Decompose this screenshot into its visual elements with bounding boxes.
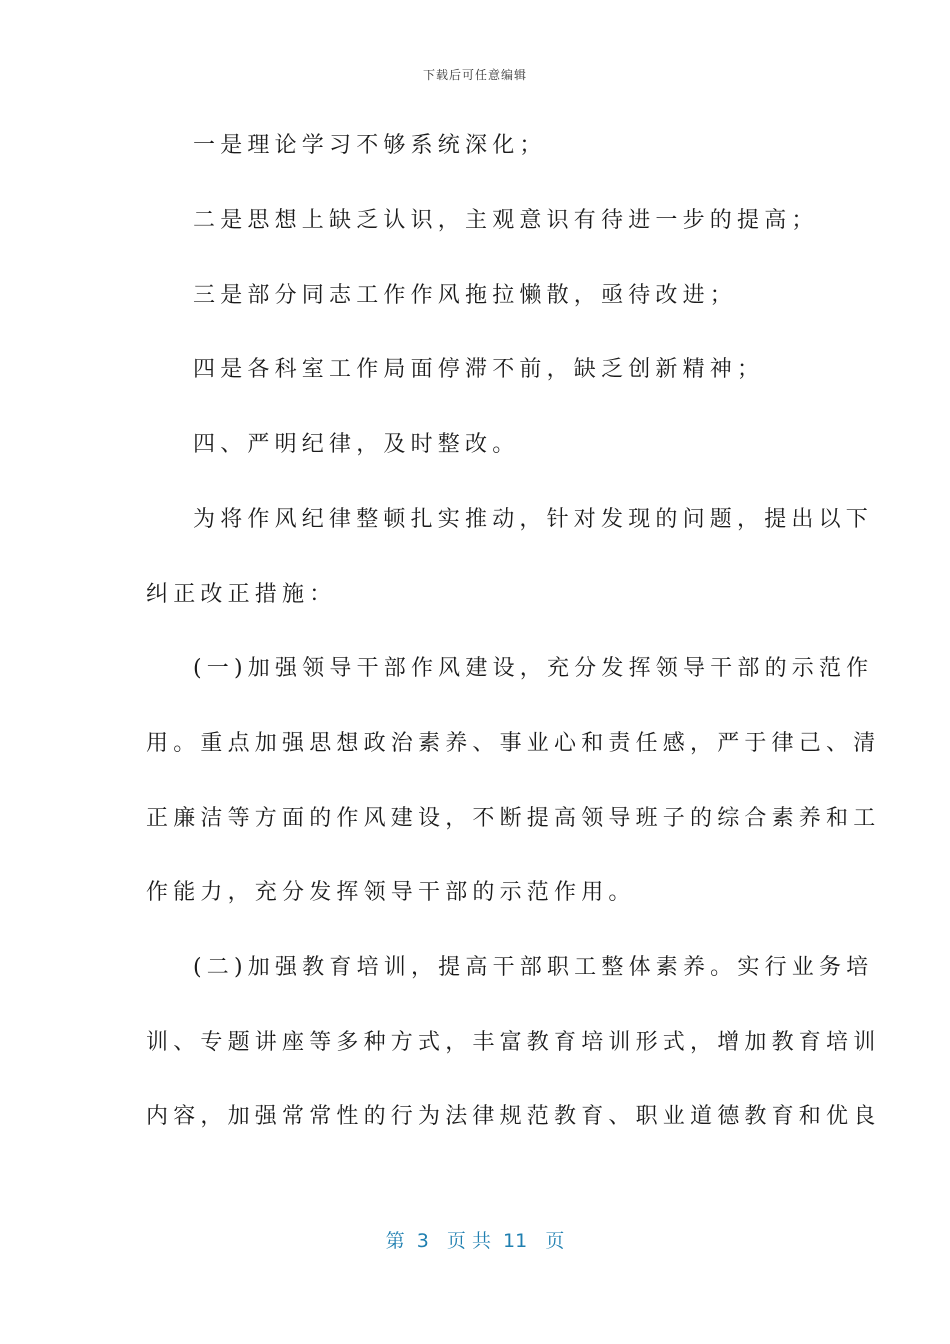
- section-heading: 四、严明纪律，及时整改。: [193, 432, 520, 457]
- paragraph-line: 内容，加强常常性的行为法律规范教育、职业道德教育和优良: [146, 1104, 881, 1129]
- page-number-footer: 第 3 页 共 11 页: [385, 1230, 565, 1252]
- paragraph-line: 纠正改正措施：: [146, 582, 337, 607]
- paragraph-line: 二是思想上缺乏认识，主观意识有待进一步的提高；: [193, 208, 819, 233]
- paragraph-line: 正廉洁等方面的作风建设，不断提高领导班子的综合素养和工: [146, 806, 881, 831]
- paragraph-line: (二)加强教育培训，提高干部职工整体素养。实行业务培: [193, 955, 874, 980]
- paragraph-line: 训、专题讲座等多种方式，丰富教育培训形式，增加教育培训: [146, 1030, 881, 1055]
- paragraph-line: 四是各科室工作局面停滞不前，缺乏创新精神；: [193, 357, 765, 382]
- paragraph-line: (一)加强领导干部作风建设，充分发挥领导干部的示范作: [193, 656, 874, 681]
- paragraph-line: 三是部分同志工作作风拖拉懒散，亟待改进；: [193, 283, 738, 308]
- paragraph-line: 用。重点加强思想政治素养、事业心和责任感，严于律己、清: [146, 731, 881, 756]
- paragraph-line: 一是理论学习不够系统深化；: [193, 133, 547, 158]
- paragraph-line: 作能力，充分发挥领导干部的示范作用。: [146, 880, 636, 905]
- header-note: 下载后可任意编辑: [422, 68, 527, 82]
- paragraph-line: 为将作风纪律整顿扎实推动，针对发现的问题，提出以下: [193, 507, 874, 532]
